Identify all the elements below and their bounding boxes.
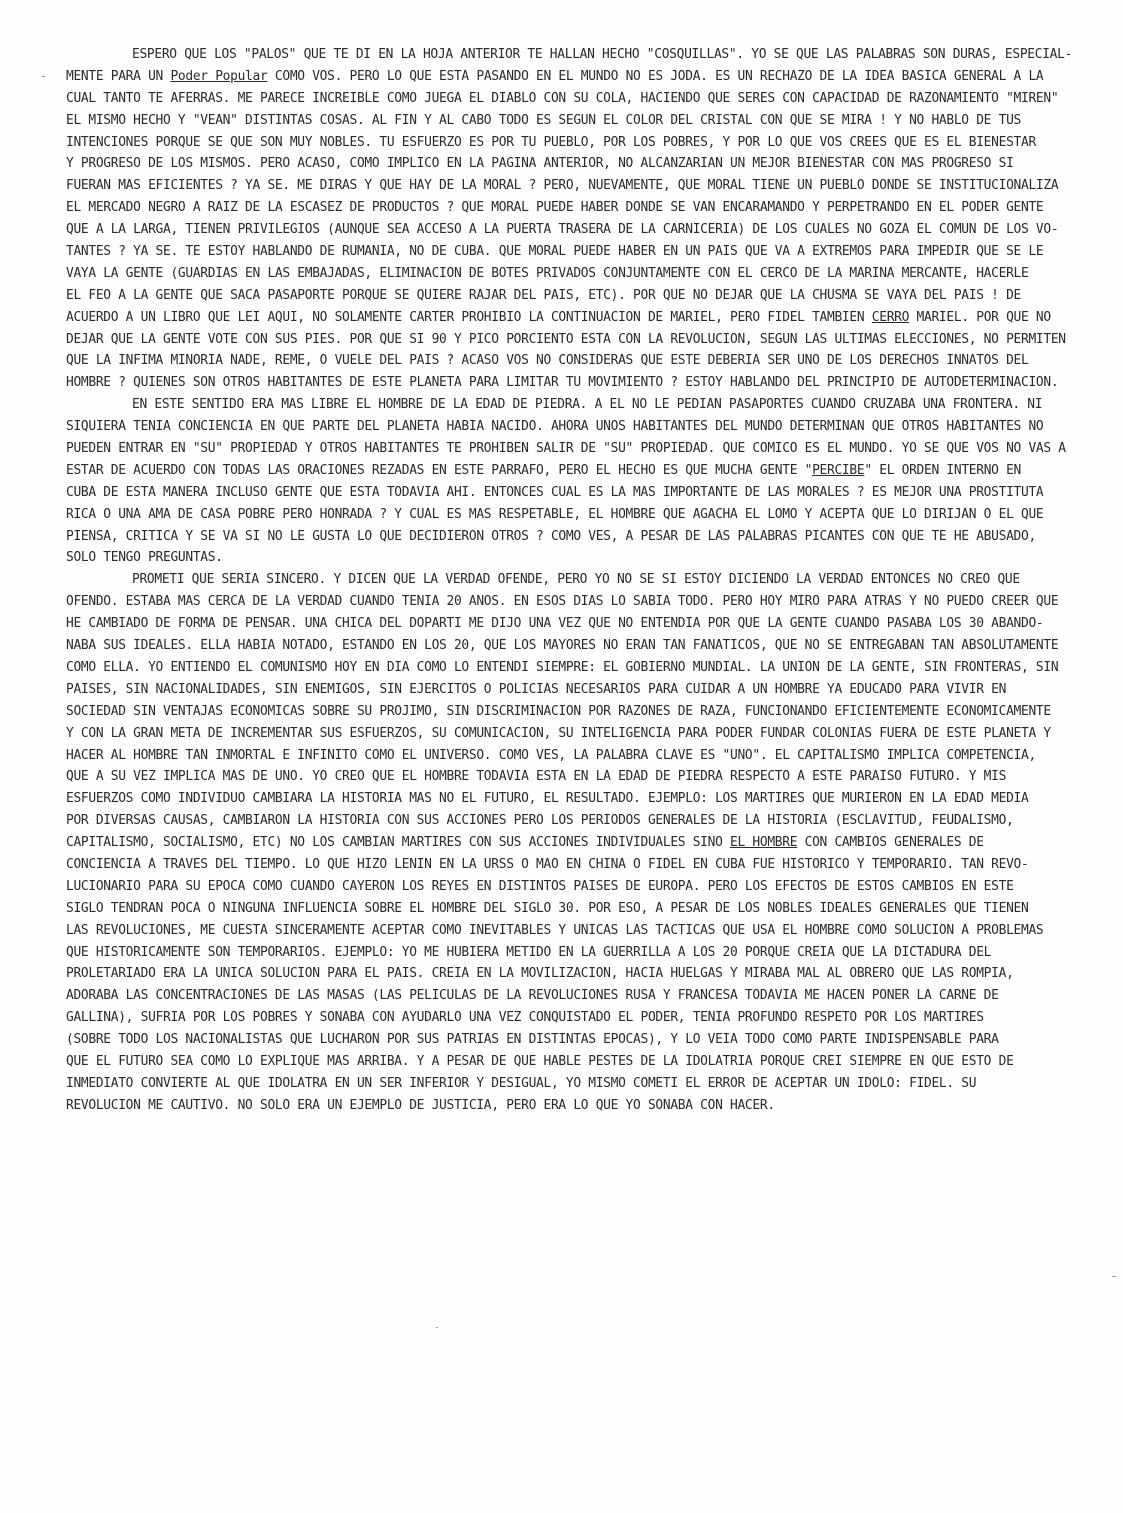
text-line: QUE A LA LARGA, TIENEN PRIVILEGIOS (AUNQUE SEA ACCESO A LA PUERTA TRASERA DE LA CARNICERIA) DE LOS CUALES NO GOZA EL COMUN DE LOS VO- xyxy=(66,222,1059,238)
text-line xyxy=(66,832,1112,854)
text-line: SOCIEDAD SIN VENTAJAS ECONOMICAS SOBRE SU PROJIMO, SIN DISCRIMINACION POR RAZONES DE RAZA, FUNCIONANDO EFICIENTEMENTE ECONOMICAMENTE xyxy=(66,703,1051,719)
text-line: SIQUIERA TENIA CONCIENCIA EN QUE PARTE DEL PLANETA HABIA NACIDO. AHORA UNOS HABITANTES DEL MUNDO DETERMINAN QUE OTROS HABITANTES NO xyxy=(66,419,1044,435)
text-line: RICA O UNA AMA DE CASA POBRE PERO HONRADA ? Y CUAL ES MAS RESPETABLE, EL HOMBRE QUE AGACHA EL LOMO Y ACEPTA QUE LO DIRIJAN O EL QUE xyxy=(66,506,1044,522)
text-line: SOLO TENGO PREGUNTAS. xyxy=(66,550,223,566)
text-line: PIENSA, CRITICA Y SE VA SI NO LE GUSTA LO QUE DECIDIERON OTROS ? COMO VES, A PESAR DE LAS PALABRAS PICANTES CON QUE TE HE ABUSADO, xyxy=(66,528,1036,544)
text-line: EL MERCADO NEGRO A RAIZ DE LA ESCASEZ DE PRODUCTOS ? QUE MORAL PUEDE HABER DONDE SE VAN ENCARAMANDO Y PERPETRANDO EN EL PODER GENTE xyxy=(66,200,1044,216)
underlined-word: CERRO xyxy=(871,309,910,325)
text-line: HACER AL HOMBRE TAN INMORTAL E INFINITO COMO EL UNIVERSO. COMO VES, LA PALABRA CLAVE ES "UNO". EL CAPITALISMO IMPLICA COMPETENCIA, xyxy=(66,747,1036,763)
underlined-phrase: EL HOMBRE xyxy=(730,835,798,851)
text-segment: " EL ORDEN INTERNO EN xyxy=(864,462,1022,478)
text-line: PUEDEN ENTRAR EN "SU" PROPIEDAD Y OTROS HABITANTES TE PROHIBEN SALIR DE "SU" PROPIEDAD. QUE COMICO ES EL MUNDO. YO SE QUE VOS NO VAS A xyxy=(66,441,1066,457)
text-line: PROLETARIADO ERA LA UNICA SOLUCION PARA EL PAIS. CREIA EN LA MOVILIZACION, HACIA HUELGAS Y MIRABA MAL AL OBRERO QUE LAS ROMPIA, xyxy=(66,966,1014,982)
text-line: INTENCIONES PORQUE SE QUE SON MUY NOBLES. TU ESFUERZO ES POR TU PUEBLO, POR LOS POBRES, Y POR LO QUE VOS CREES QUE ES EL BIENESTAR xyxy=(66,134,1036,150)
text-segment: MENTE PARA UN xyxy=(66,68,171,84)
text-segment: ESTAR DE ACUERDO CON TODAS LAS ORACIONES REZADAS EN ESTE PARRAFO, PERO EL HECHO ES QUE MUCHA GENTE " xyxy=(66,462,813,478)
text-line: SIGLO TENDRAN POCA O NINGUNA INFLUENCIA SOBRE EL HOMBRE DEL SIGLO 30. POR ESO, A PESAR DE LOS NOBLES IDEALES GENERALES QUE TIENEN xyxy=(66,900,1029,916)
underlined-phrase: Poder Popular xyxy=(170,68,268,84)
text-line xyxy=(66,307,1112,329)
paper-speck xyxy=(436,1327,438,1328)
text-line: QUE LA INFIMA MINORIA NADE, REME, O VUELE DEL PAIS ? ACASO VOS NO CONSIDERAS QUE ESTE DEBERIA SER UNO DE LOS DERECHOS INNATOS DEL xyxy=(66,353,1029,369)
text-segment: CON CAMBIOS GENERALES DE xyxy=(797,835,984,851)
letter-body xyxy=(66,44,1112,1117)
text-line: HOMBRE ? QUIENES SON OTROS HABITANTES DE ESTE PLANETA PARA LIMITAR TU MOVIMIENTO ? ESTOY HABLANDO DEL PRINCIPIO DE AUTODETERMINACION. xyxy=(66,375,1059,391)
text-line: PROMETI QUE SERIA SINCERO. Y DICEN QUE LA VERDAD OFENDE, PERO YO NO SE SI ESTOY DICIENDO LA VERDAD ENTONCES NO CREO QUE xyxy=(132,572,1020,588)
text-line: PAISES, SIN NACIONALIDADES, SIN ENEMIGOS, SIN EJERCITOS O POLICIAS NECESARIOS PARA CUIDAR A UN HOMBRE YA EDUCADO PARA VIVIR EN xyxy=(66,681,1007,697)
text-line: EL MISMO HECHO Y "VEAN" DISTINTAS COSAS. AL FIN Y AL CABO TODO ES SEGUN EL COLOR DEL CRISTAL CON QUE SE MIRA ! Y NO HABLO DE TUS xyxy=(66,112,1021,128)
text-line xyxy=(66,460,1112,482)
text-line: ESFUERZOS COMO INDIVIDUO CAMBIARA LA HISTORIA MAS NO EL FUTURO, EL RESULTADO. EJEMPLO: LOS MARTIRES QUE MURIERON EN LA EDAD MEDIA xyxy=(66,791,1029,807)
text-line: CONCIENCIA A TRAVES DEL TIEMPO. LO QUE HIZO LENIN EN LA URSS O MAO EN CHINA O FIDEL EN CUBA FUE HISTORICO Y TEMPORARIO. TAN REVO- xyxy=(66,856,1029,872)
text-line: Y CON LA GRAN META DE INCREMENTAR SUS ESFUERZOS, SU COMUNICACION, SU INTELIGENCIA PARA PODER FUNDAR COLONIAS FUERA DE ESTE PLANETA Y xyxy=(66,725,1051,741)
text-segment: MARIEL. POR QUE NO xyxy=(909,309,1051,325)
text-line: HE CAMBIADO DE FORMA DE PENSAR. UNA CHICA DEL DOPARTI ME DIJO UNA VEZ QUE NO ENTENDIA POR QUE LA GENTE CUANDO PASABA LOS 30 ABANDO- xyxy=(66,616,1044,632)
text-line: GALLINA), SUFRIA POR LOS POBRES Y SONABA CON AYUDARLO UNA VEZ CONQUISTADO EL PODER, TENIA PROFUNDO RESPETO POR LOS MARTIRES xyxy=(66,1010,984,1026)
paper-speck xyxy=(1112,1276,1116,1277)
text-segment: ACUERDO A UN LIBRO QUE LEI AQUI, NO SOLAMENTE CARTER PROHIBIO LA CONTINUACION DE MARIEL, PERO FIDEL TAMBIEN xyxy=(66,309,872,325)
text-line: DEJAR QUE LA GENTE VOTE CON SUS PIES. POR QUE SI 90 Y PICO PORCIENTO ESTA CON LA REVOLUCION, SEGUN LAS ULTIMAS ELECCIONES, NO PERMITEN xyxy=(66,331,1066,347)
paper-speck xyxy=(42,76,45,77)
underlined-word: PERCIBE xyxy=(812,462,865,478)
text-segment: CAPITALISMO, SOCIALISMO, ETC) NO LOS CAMBIAN MARTIRES CON SUS ACCIONES INDIVIDUALES SINO xyxy=(66,835,731,851)
text-line: NABA SUS IDEALES. ELLA HABIA NOTADO, ESTANDO EN LOS 20, QUE LOS MAYORES NO ERAN TAN FANATICOS, QUE NO SE ENTREGABAN TAN ABSOLUTAMENTE xyxy=(66,638,1059,654)
text-line: POR DIVERSAS CAUSAS, CAMBIARON LA HISTORIA CON SUS ACCIONES PERO LOS PERIODOS GENERALES DE LA HISTORIA (ESCLAVITUD, FEUDALISMO, xyxy=(66,813,1014,829)
text-line: Y PROGRESO DE LOS MISMOS. PERO ACASO, COMO IMPLICO EN LA PAGINA ANTERIOR, NO ALCANZARIAN UN MEJOR BIENESTAR CON MAS PROGRESO SI xyxy=(66,156,1014,172)
text-line: FUERAN MAS EFICIENTES ? YA SE. ME DIRAS Y QUE HAY DE LA MORAL ? PERO, NUEVAMENTE, QUE MORAL TIENE UN PUEBLO DONDE SE INSTITUCIONALIZA xyxy=(66,178,1059,194)
text-line: QUE EL FUTURO SEA COMO LO EXPLIQUE MAS ARRIBA. Y A PESAR DE QUE HABLE PESTES DE LA IDOLATRIA PORQUE CREI SIEMPRE EN QUE ESTO DE xyxy=(66,1053,1014,1069)
text-line: REVOLUCION ME CAUTIVO. NO SOLO ERA UN EJEMPLO DE JUSTICIA, PERO ERA LO QUE YO SONABA CON HACER. xyxy=(66,1097,775,1113)
text-line: VAYA LA GENTE (GUARDIAS EN LAS EMBAJADAS, ELIMINACION DE BOTES PRIVADOS CONJUNTAMENTE CON EL CERCO DE LA MARINA MERCANTE, HACERLE xyxy=(66,265,1029,281)
text-line: LAS REVOLUCIONES, ME CUESTA SINCERAMENTE ACEPTAR COMO INEVITABLES Y UNICAS LAS TACTICAS QUE USA EL HOMBRE COMO SOLUCION A PROBLEMAS xyxy=(66,922,1044,938)
text-line: ESPERO QUE LOS "PALOS" QUE TE DI EN LA HOJA ANTERIOR TE HALLAN HECHO "COSQUILLAS". YO SE QUE LAS PALABRAS SON DURAS, ESPECIAL- xyxy=(132,47,1073,62)
text-line: LUCIONARIO PARA SU EPOCA COMO CUANDO CAYERON LOS REYES EN DISTINTOS PAISES DE EUROPA. PERO LOS EFECTOS DE ESTOS CAMBIOS EN ESTE xyxy=(66,878,1014,894)
text-line: TANTES ? YA SE. TE ESTOY HABLANDO DE RUMANIA, NO DE CUBA. QUE MORAL PUEDE HABER EN UN PAIS QUE VA A EXTREMOS PARA IMPEDIR QUE SE LE xyxy=(66,244,1044,260)
text-line: EN ESTE SENTIDO ERA MAS LIBRE EL HOMBRE DE LA EDAD DE PIEDRA. A EL NO LE PEDIAN PASAPORTES CUANDO CRUZABA UNA FRONTERA. NI xyxy=(132,397,1043,413)
text-line: (SOBRE TODO LOS NACIONALISTAS QUE LUCHARON POR SUS PATRIAS EN DISTINTAS EPOCAS), Y LO VEIA TODO COMO PARTE INDISPENSABLE PARA xyxy=(66,1032,999,1048)
text-segment: COMO VOS. PERO LO QUE ESTA PASANDO EN EL MUNDO NO ES JODA. ES UN RECHAZO DE LA IDEA BASICA GENERAL A LA xyxy=(267,68,1044,84)
text-line: ADORABA LAS CONCENTRACIONES DE LAS MASAS (LAS PELICULAS DE LA REVOLUCIONES RUSA Y FRANCESA TODAVIA ME HACEN PONER LA CARNE DE xyxy=(66,988,999,1004)
text-line: QUE A SU VEZ IMPLICA MAS DE UNO. YO CREO QUE EL HOMBRE TODAVIA ESTA EN LA EDAD DE PIEDRA RESPECTO A ESTE PARAISO FUTURO. Y MIS xyxy=(66,769,1007,785)
text-line: COMO ELLA. YO ENTIENDO EL COMUNISMO HOY EN DIA COMO LO ENTENDI SIEMPRE: EL GOBIERNO MUNDIAL. LA UNION DE LA GENTE, SIN FRONTERAS, SIN xyxy=(66,659,1059,675)
text-line xyxy=(66,66,1112,88)
text-line: EL FEO A LA GENTE QUE SACA PASAPORTE PORQUE SE QUIERE RAJAR DEL PAIS, ETC). POR QUE NO DEJAR QUE LA CHUSMA SE VAYA DEL PAIS ! DE xyxy=(66,287,1021,303)
text-line: QUE HISTORICAMENTE SON TEMPORARIOS. EJEMPLO: YO ME HUBIERA METIDO EN LA GUERRILLA A LOS 20 PORQUE CREIA QUE LA DICTADURA DEL xyxy=(66,944,992,960)
text-line: CUBA DE ESTA MANERA INCLUSO GENTE QUE ESTA TODAVIA AHI. ENTONCES CUAL ES LA MAS IMPORTANTE DE LAS MORALES ? ES MEJOR UNA PROSTITUTA xyxy=(66,484,1044,500)
text-line: OFENDO. ESTABA MAS CERCA DE LA VERDAD CUANDO TENIA 20 ANOS. EN ESOS DIAS LO SABIA TODO. PERO HOY MIRO PARA ATRAS Y NO PUEDO CREER QUE xyxy=(66,594,1059,610)
text-line: INMEDIATO CONVIERTE AL QUE IDOLATRA EN UN SER INFERIOR Y DESIGUAL, YO MISMO COMETI EL ERROR DE ACEPTAR UN IDOLO: FIDEL. SU xyxy=(66,1075,977,1091)
text-line: CUAL TANTO TE AFERRAS. ME PARECE INCREIBLE COMO JUEGA EL DIABLO CON SU COLA, HACIENDO QUE SERES CON CAPACIDAD DE RAZONAMIENTO "MIREN" xyxy=(66,90,1059,106)
